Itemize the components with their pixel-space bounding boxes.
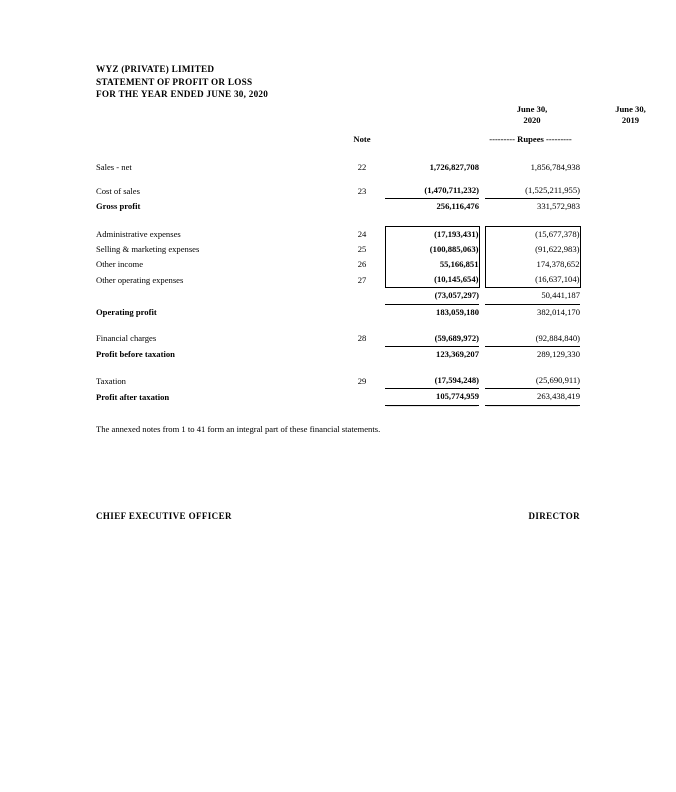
- row-note: [344, 288, 380, 304]
- row-value-2019: 263,438,419: [485, 389, 580, 405]
- table-row: [96, 226, 580, 242]
- row-value-2020: (10,145,654): [385, 272, 479, 288]
- signature-block: [96, 511, 580, 521]
- document-title: [96, 63, 268, 101]
- reporting-period: FOR THE YEAR ENDED JUNE 30, 2020: [96, 89, 269, 100]
- table-row-subtotal: [96, 304, 580, 320]
- row-value-2020: 183,059,180: [436, 306, 479, 317]
- row-value-2020: (100,885,063): [385, 242, 479, 257]
- row-value-2020: (17,193,431): [385, 226, 479, 242]
- row-value-2019: (25,690,911): [485, 373, 580, 389]
- row-value-2019: (16,637,104): [485, 272, 580, 288]
- row-note: 22: [357, 162, 367, 172]
- column-header-2020-year: 2020: [523, 115, 541, 126]
- row-value-2020: 256,116,476: [436, 201, 479, 212]
- row-label: Other operating expenses: [96, 274, 184, 285]
- row-value-2019: 331,572,983: [537, 201, 580, 212]
- row-note: 24: [357, 228, 367, 239]
- row-note: 25: [357, 243, 367, 254]
- row-value-2020: 123,369,207: [436, 349, 479, 360]
- table-row-subtotal: [96, 199, 580, 215]
- table-row-total: [96, 389, 580, 405]
- row-label: Profit after taxation: [96, 391, 170, 402]
- column-header-2019: [585, 104, 676, 127]
- row-note: 27: [357, 274, 367, 285]
- row-label: Taxation: [96, 375, 126, 386]
- row-value-2019: 1,856,784,938: [530, 162, 580, 172]
- row-value-2020: 105,774,959: [385, 389, 479, 405]
- annexed-notes-footnote: The annexed notes from 1 to 41 form an integral part of these financial statements.: [96, 424, 381, 434]
- row-note: 23: [357, 185, 367, 196]
- signature-label-ceo: CHIEF EXECUTIVE OFFICER: [96, 511, 232, 521]
- statement-type: STATEMENT OF PROFIT OR LOSS: [96, 76, 253, 87]
- column-header-2020: [485, 104, 579, 127]
- table-row: [96, 331, 580, 347]
- table-row: [96, 242, 580, 257]
- table-row-subtotal: [96, 347, 580, 363]
- profit-loss-table: [96, 160, 581, 406]
- column-headers: [96, 104, 646, 150]
- row-label: Gross profit: [96, 201, 141, 212]
- row-label: Cost of sales: [96, 185, 140, 196]
- row-value-2019: (15,677,378): [485, 226, 580, 242]
- row-value-2019: 174,378,652: [485, 257, 580, 272]
- row-value-2019: (92,884,840): [485, 331, 580, 347]
- spacer-row: [96, 175, 580, 183]
- row-note: [344, 304, 380, 320]
- row-label: Administrative expenses: [96, 228, 181, 239]
- row-label: Operating profit: [96, 306, 157, 317]
- column-header-2019-month: June 30,: [615, 104, 646, 114]
- row-note: 28: [357, 333, 367, 344]
- column-header-2019-year: 2019: [621, 115, 640, 126]
- row-value-2019: 50,441,187: [485, 288, 580, 304]
- spacer-row: [96, 215, 580, 227]
- table-row: [96, 160, 580, 175]
- table-row-subtotal: [96, 288, 580, 304]
- row-note: [344, 389, 380, 405]
- row-value-2019: 289,129,330: [537, 349, 580, 360]
- spacer-row: [96, 320, 580, 331]
- row-value-2020: (17,594,248): [385, 373, 479, 389]
- row-value-2020: (1,470,711,232): [385, 183, 479, 199]
- table-row: [96, 183, 580, 199]
- signature-label-director: DIRECTOR: [528, 511, 580, 521]
- row-value-2019: 382,014,170: [537, 306, 580, 317]
- row-note: [344, 199, 380, 215]
- table-row: [96, 373, 580, 389]
- column-header-2020-month: June 30,: [516, 104, 548, 114]
- row-value-2020: 55,166,851: [385, 257, 479, 272]
- row-value-2020: (73,057,297): [385, 288, 479, 304]
- currency-label: --------- Rupees ---------: [489, 134, 572, 144]
- row-note: [344, 347, 380, 363]
- table-row: [96, 272, 580, 288]
- row-value-2020: (59,689,972): [385, 331, 479, 347]
- row-label: Other income: [96, 259, 144, 270]
- row-label: Profit before taxation: [96, 349, 175, 360]
- row-note: 29: [357, 375, 367, 386]
- column-header-note: Note: [353, 134, 371, 144]
- row-note: 26: [357, 259, 367, 270]
- table-row: [96, 257, 580, 272]
- row-label: Financial charges: [96, 333, 157, 344]
- row-label: Sales - net: [96, 162, 132, 172]
- row-label: Selling & marketing expenses: [96, 243, 200, 254]
- row-value-2020: 1,726,827,708: [429, 162, 479, 172]
- row-label: [96, 288, 344, 304]
- row-value-2019: (91,622,983): [485, 242, 580, 257]
- spacer-row: [96, 362, 580, 373]
- company-name: WYZ (PRIVATE) LIMITED: [96, 64, 215, 74]
- row-value-2019: (1,525,211,955): [485, 183, 580, 199]
